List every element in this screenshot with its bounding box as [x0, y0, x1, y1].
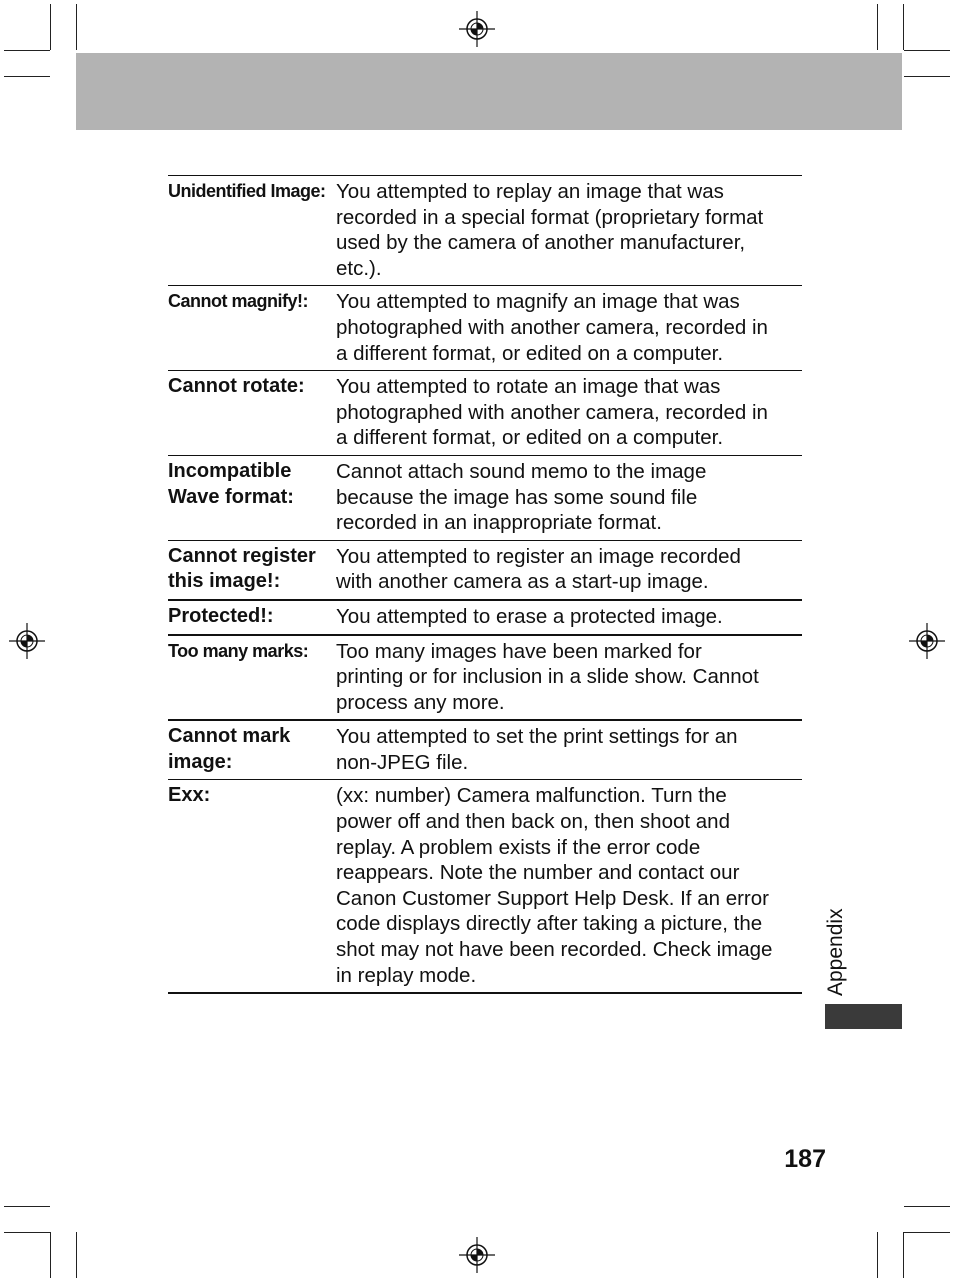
crop-mark: [4, 1232, 50, 1233]
error-description: (xx: number) Camera malfunction. Turn the power off and then back on, then shoot and replay. A problem exists if the error code reappears. Note the number and contact our Canon Customer Support Help Desk. If an error code displays directly after taking a picture, the shot may not have been recorded. Check image in replay mode.: [336, 784, 773, 987]
error-description: You attempted to rotate an image that was photographed with another camera, recorded in a different format, or edited on a computer.: [336, 375, 768, 450]
error-term: Cannot rotate:: [168, 375, 305, 398]
crop-mark: [904, 76, 950, 77]
error-description: You attempted to replay an image that was recorded in a special format (proprietary format used by the camera of another manufacturer, etc.).: [336, 180, 764, 280]
header-band: [76, 53, 902, 130]
table-row: [168, 371, 802, 456]
crop-mark: [76, 4, 77, 50]
table-row: [168, 721, 802, 780]
crop-mark: [50, 4, 51, 50]
table-row: [168, 456, 802, 541]
error-term: Protected!:: [168, 604, 274, 627]
crop-mark: [877, 1232, 878, 1278]
error-description: Cannot attach sound memo to the image because the image has some sound file recorded in an inappropriate format.: [336, 459, 707, 535]
crop-mark: [904, 1232, 950, 1233]
page-number: 187: [784, 1145, 826, 1173]
table-row: [168, 780, 802, 994]
section-label: Appendix: [824, 908, 847, 996]
table-row: [168, 601, 802, 636]
table-row: [168, 176, 802, 286]
crop-mark: [904, 1206, 950, 1207]
crop-mark: [50, 1232, 51, 1278]
crop-mark: [4, 76, 50, 77]
registration-mark-icon: [459, 1237, 495, 1273]
error-term: Incompatible Wave format:: [168, 459, 294, 508]
table-row: [168, 286, 802, 371]
error-description: You attempted to set the print settings for an non-JPEG file.: [336, 725, 738, 774]
registration-mark-icon: [459, 11, 495, 47]
registration-mark-icon: [9, 623, 45, 659]
error-message-table: [168, 175, 802, 994]
error-description: Too many images have been marked for printing or for inclusion in a slide show. Cannot process any more.: [336, 639, 759, 714]
error-term: Exx:: [168, 784, 211, 807]
section-tab: [825, 1004, 902, 1029]
crop-mark: [877, 4, 878, 50]
crop-mark: [903, 4, 904, 50]
crop-mark: [4, 50, 50, 51]
error-term: Cannot mark image:: [168, 725, 291, 773]
crop-mark: [904, 50, 950, 51]
error-description: You attempted to register an image recorded with another camera as a start-up image.: [336, 544, 741, 594]
error-term: Cannot magnify!:: [168, 291, 308, 312]
crop-mark: [4, 1206, 50, 1207]
error-description: You attempted to erase a protected image.: [336, 604, 723, 628]
error-term: Too many marks:: [168, 640, 309, 661]
registration-mark-icon: [909, 623, 945, 659]
error-description: You attempted to magnify an image that was photographed with another camera, recorded in a different format, or edited on a computer.: [336, 290, 768, 365]
table-row: [168, 541, 802, 601]
error-term: Cannot register this image!:: [168, 544, 316, 593]
crop-mark: [903, 1232, 904, 1278]
error-term: Unidentified Image:: [168, 181, 326, 201]
table-row: [168, 636, 802, 722]
crop-mark: [76, 1232, 77, 1278]
